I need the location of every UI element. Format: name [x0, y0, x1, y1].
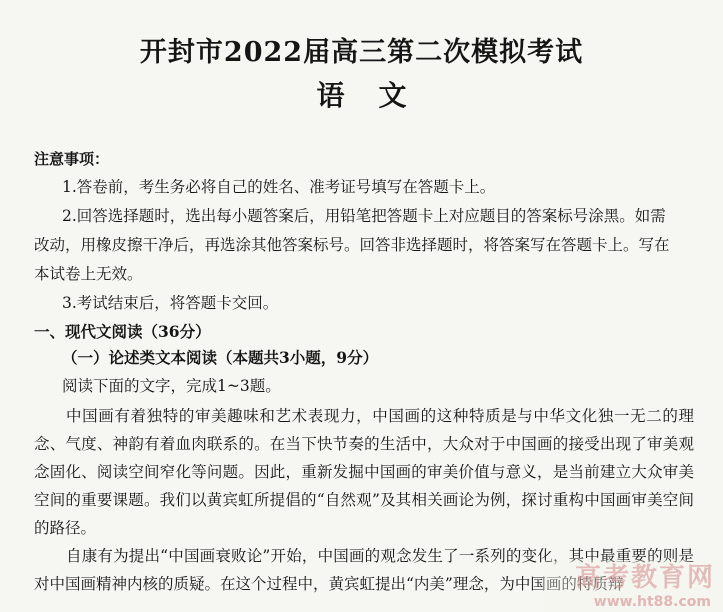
watermark-url: www.ht88.com: [593, 594, 711, 610]
watermark: [543, 560, 723, 612]
exam-title: 开封市2022届高三第二次模拟考试: [139, 37, 584, 68]
watermark-text: 高考教育网: [574, 563, 715, 593]
notes-heading: 注意事项：: [34, 150, 110, 168]
section-heading: 一、现代文阅读（36分）: [34, 322, 211, 341]
note-item-2-line-2: 改动，用橡皮擦干净后，再选涂其他答案标号。回答非选择题时，将答案写在答题卡上。写在: [34, 236, 670, 254]
passage-paragraph-1: 中国画有着独特的审美趣味和艺术表现力，中国画的这种特质是与中华文化独一无二的理念、气度、神韵有着血肉联系的。在当下快节奏的生活中，大众对于中国画的接受出现了审美观念固化、阅读空间窄化等问题。因此，重新发掘中国画的审美价值与意义，是当前建立大众审美空间的重要课题。我们以黄宾虹所提倡的“自然观”及其相关画论为例，探讨重构中国画审美空间的路径。: [34, 407, 694, 537]
note-item-2-line-3: 本试卷上无效。: [34, 265, 143, 283]
subject-title: 语文: [316, 79, 441, 112]
reading-instruction: 阅读下面的文字，完成1~3题。: [62, 377, 281, 395]
passage-paragraph-2: 自康有为提出“中国画衰败论”开始，中国画的观念发生了一系列的变化，其中最重要的则是对中国画精神内核的质疑。在这个过程中，黄宾虹提出“内美”理念，为中国画的特质辩: [34, 547, 694, 593]
note-item-1: 1.答卷前，考生务必将自己的姓名、准考证号填写在答题卡上。: [62, 178, 496, 196]
subsection-heading: （一）论述类文本阅读（本题共3小题，9分）: [62, 348, 379, 367]
note-item-3: 3.考试结束后，将答题卡交回。: [62, 294, 279, 312]
note-item-2-line-1: 2.回答选择题时，选出每小题答案后，用铅笔把答题卡上对应题目的答案标号涂黑。如需: [62, 207, 666, 225]
